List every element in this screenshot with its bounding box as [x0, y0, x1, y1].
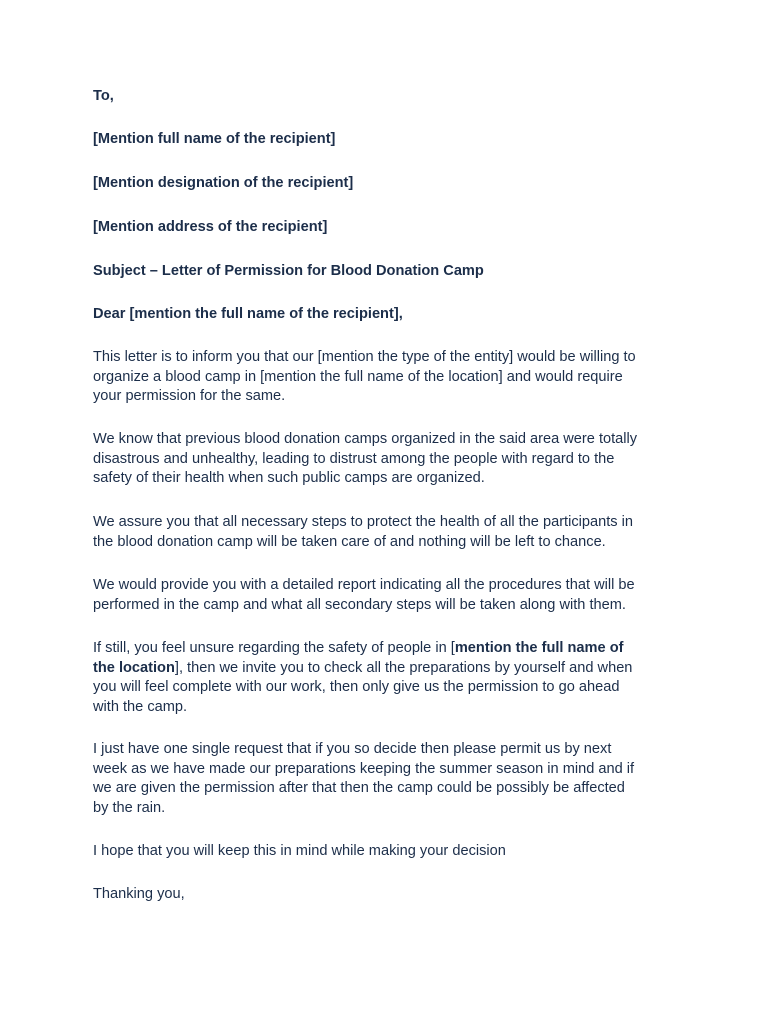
letter-closing: Thanking you,: [93, 886, 185, 902]
paragraph-line: [93, 639, 683, 659]
paragraph-line: I hope that you will keep this in mind while making your decision: [93, 843, 506, 859]
location-placeholder: the location: [93, 659, 175, 676]
paragraph-text: ], then we invite you to check all the preparations by yourself and when: [174, 659, 633, 676]
location-placeholder: mention the full name of: [454, 640, 624, 656]
salutation-to: To,: [93, 88, 114, 104]
body-paragraph-6: [93, 740, 683, 818]
paragraph-line: We would provide you with a detailed report indicating all the procedures that will be: [93, 577, 635, 593]
paragraph-line: with the camp.: [93, 698, 188, 715]
body-paragraph-5: [93, 639, 683, 717]
paragraph-line: organize a blood camp in [mention the full name of the location] and would require: [93, 368, 623, 385]
paragraph-line: We assure you that all necessary steps to protect the health of all the participants in: [93, 514, 633, 530]
paragraph-line: the blood donation camp will be taken care of and nothing will be left to chance.: [93, 533, 606, 550]
paragraph-line: safety of their health when such public camps are organized.: [93, 470, 485, 486]
paragraph-text: If still, you feel unsure regarding the safety of people in [: [93, 640, 455, 656]
paragraph-line: week as we have made our preparations keeping the summer season in mind and if: [93, 760, 635, 777]
recipient-name: [Mention full name of the recipient]: [93, 131, 336, 147]
paragraph-line: your permission for the same.: [93, 388, 286, 404]
paragraph-line: disastrous and unhealthy, leading to distrust among the people with regard to the: [93, 450, 615, 467]
recipient-address: [Mention address of the recipient]: [93, 219, 328, 235]
paragraph-line: We know that previous blood donation camps organized in the said area were totally: [93, 431, 638, 447]
paragraph-line: This letter is to inform you that our [mention the type of the entity] would be willing to: [93, 349, 636, 365]
body-paragraph-2: [93, 430, 683, 489]
paragraph-line: we are given the permission after that then the camp could be possibly be affected: [93, 780, 625, 796]
paragraph-line: by the rain.: [93, 799, 166, 816]
body-paragraph-3: [93, 513, 683, 552]
letter-subject: Subject – Letter of Permission for Blood Donation Camp: [93, 263, 484, 279]
paragraph-line: [93, 659, 683, 679]
letter-greeting: Dear [mention the full name of the recipient],: [93, 306, 403, 322]
body-paragraph-1: [93, 348, 683, 407]
paragraph-line: you will feel complete with our work, then only give us the permission to go ahead: [93, 679, 620, 695]
recipient-designation: [Mention designation of the recipient]: [93, 175, 354, 191]
body-paragraph-7: [93, 842, 683, 862]
body-paragraph-4: [93, 576, 683, 615]
paragraph-line: I just have one single request that if you so decide then please permit us by next: [93, 741, 612, 757]
paragraph-line: performed in the camp and what all secondary steps will be taken along with them.: [93, 596, 626, 613]
